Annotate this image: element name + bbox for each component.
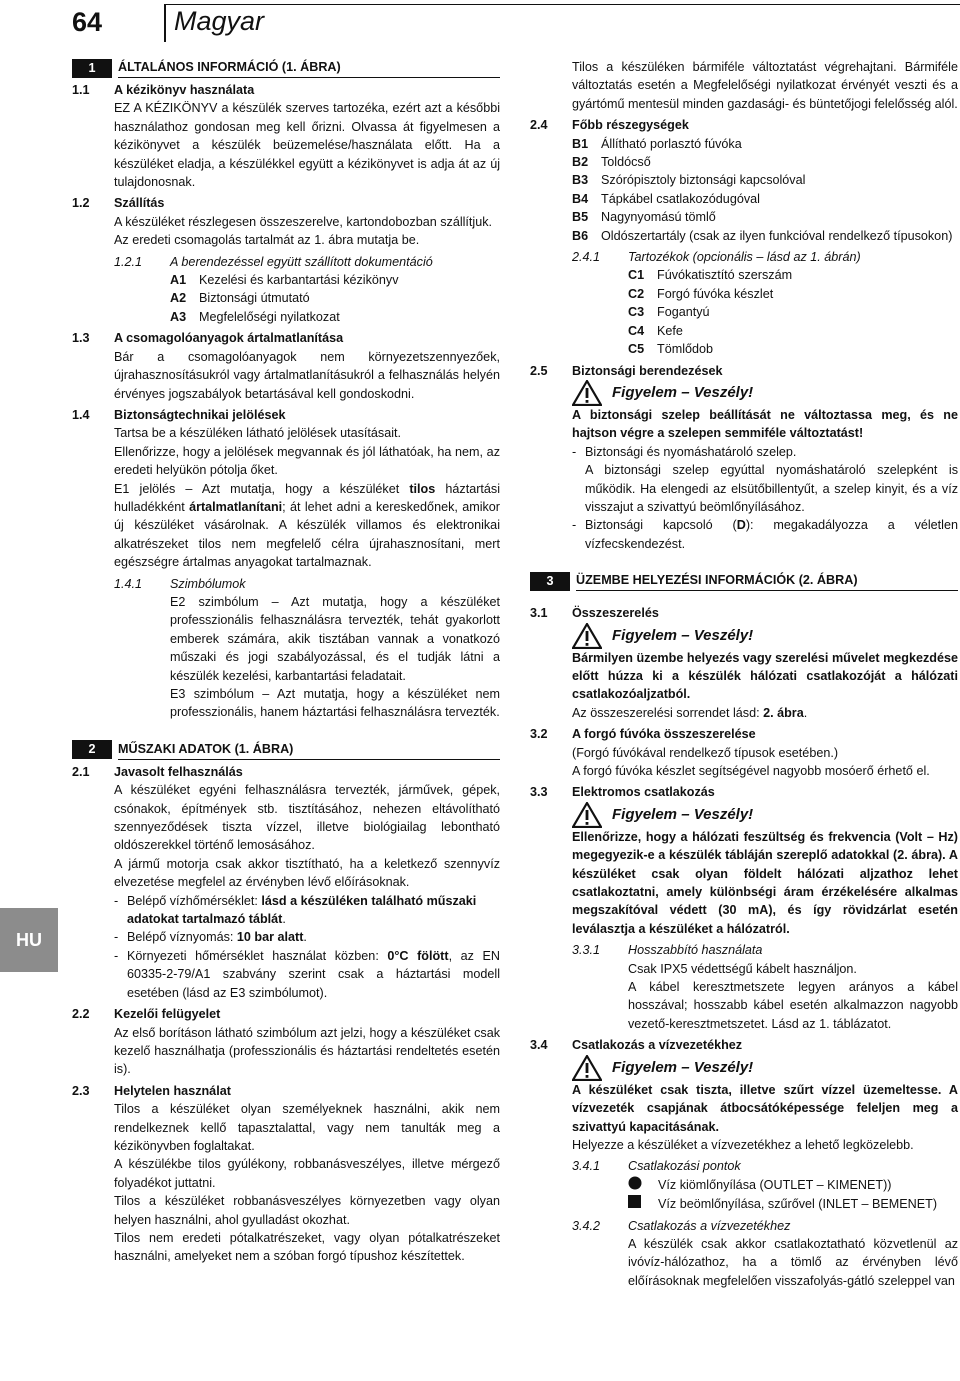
heading-2-4-1: 2.4.1 Tartozékok (opcionális – lásd az 1. ábrán): [572, 250, 861, 265]
filled-square-icon: [628, 1195, 641, 1208]
warning-block: [572, 380, 958, 443]
section-3-heading: [530, 571, 958, 591]
list-item: - Biztonsági kapcsoló (D): megakadályozza a véletlen vízfecskendezést.: [572, 518, 958, 551]
list-item: C3 Fogantyú: [628, 305, 710, 320]
warning-triangle-icon: [572, 623, 602, 649]
heading-2-2: 2.2 Kezelői felügyelet: [72, 1007, 221, 1022]
paragraph: A készüléket egyéni felhasználásra tervezték, járművek, gépek, csónakok, építmények stb. tisztításához, nehezen eltávolítható szennyeződések tiszta vízzel, illetve biológiailag lebontható oldószerekkel történő lemosásához.: [114, 783, 500, 853]
paragraph: E1 jelölés – Azt mutatja, hogy a készüléket tilos háztartási hulladékként ártalmatlanítani; át lehet adni a kereskedőnek, amikor új készüléket vásárolnak. A készülék villamos és elektronikai alkatrészeket tilos nem megfelelő célra újrahasznosítani, mert egészségre ártalmas anyagokat tartalmaznak.: [114, 481, 500, 570]
paragraph: E2 szimbólum – Azt mutatja, hogy a készüléket professzionális felhasználásra tervezték, tehát gyakorlott emberek számára, akik tisztában vannak a vonatkozó műszaki és jogi szabályozással, és el tudják látni a készülék kezelési, karbantartási feladatait.: [170, 594, 500, 683]
list-item: B4 Tápkábel csatlakozódugóval: [572, 191, 760, 206]
heading-3-3: 3.3 Elektromos csatlakozás: [530, 785, 715, 800]
warning-block: [572, 1055, 958, 1136]
heading-3-4-1: 3.4.1 Csatlakozási pontok: [572, 1159, 741, 1174]
paragraph: Tartsa be a készüléken látható jelölések utasításait.: [114, 426, 402, 441]
paragraph: Tilos a készüléken bármiféle változtatást végrehajtani. Bármiféle változtatás esetén a Megfelelőségi nyilatkozat érvényét veszti és a gyártómű mentesül minden gazdasági- és büntetőjogi felelősség alól.: [572, 60, 958, 111]
paragraph: Az eredeti csomagolás tartalmát az 1. ábra mutatja be.: [114, 233, 420, 248]
heading-3-4-2: 3.4.2 Csatlakozás a vízvezetékhez: [572, 1218, 791, 1233]
paragraph: A forgó fúvóka készlet segítségével nagyobb mosóerő érhető el.: [572, 764, 930, 778]
list-item: - Belépő vízhőmérséklet: lásd a készüléken található műszaki adatokat tartalmazó táblát.: [114, 893, 477, 927]
heading-2-4: 2.4 Főbb részegységek: [530, 118, 689, 133]
header-top-rule: [164, 4, 960, 5]
list-item: B5 Nagynyomású tömlő: [572, 210, 716, 225]
paragraph: Helyezze a készüléket a vízvezetékhez a lehető legközelebb.: [572, 1137, 914, 1152]
heading-3-2: 3.2 A forgó fúvóka összeszerelése: [530, 727, 756, 742]
paragraph: Tilos a készüléket olyan személyeknek használni, akik nem rendelkeznek kellő tapasztalattal, vagy nem tanulták meg a kézikönyvben foglaltakat.: [114, 1102, 500, 1153]
paragraph: A jármű motorja csak akkor tisztítható, ha a keletkező szennyvíz elvezetése megfelel az érvényben lévő előírásoknak.: [114, 856, 500, 890]
paragraph: Bár a csomagolóanyagok nem környezetszennyezőek, újrahasznosításukról vagy ártalmatlanításukról a felhasználás helyén érvényes jogszabályok betartásával kell gondoskodni.: [114, 349, 500, 401]
paragraph: (Forgó fúvókával rendelkező típusok esetében.): [572, 745, 839, 760]
section-title: ÁLTALÁNOS INFORMÁCIÓ (1. ÁBRA): [118, 58, 500, 78]
heading-2-1: 2.1 Javasolt felhasználás: [72, 764, 243, 779]
list-item: A1 Kezelési és karbantartási kézikönyv: [170, 273, 399, 288]
right-column: [530, 58, 958, 1290]
header-divider: [164, 4, 166, 42]
warning-triangle-icon: [572, 1055, 602, 1081]
spec-list: [114, 892, 500, 1002]
list-item: - Környezeti hőmérséklet használat közben: 0°C fölött, az EN 60335-2-79/A1 szabvány szerint csak a háztartási modell esetében (lásd az E3 szimbólumot).: [114, 948, 500, 1000]
list-item: C1 Fúvókatisztító szerszám: [628, 268, 793, 283]
section-title: MŰSZAKI ADATOK (1. ÁBRA): [118, 740, 500, 760]
warning-block: [572, 623, 958, 704]
paragraph: Tilos nem eredeti pótalkatrészeket, vagy olyan pótalkatrészeket használni, amelyeket nem a szóban forgó típushoz készítettek.: [114, 1230, 500, 1264]
paragraph: Csak IPX5 védettségű kábelt használjon.: [628, 961, 857, 976]
warning-triangle-icon: [572, 802, 602, 828]
heading-2-3: 2.3 Helytelen használat: [72, 1083, 231, 1098]
paragraph: A kábel keresztmetszete legyen arányos a kábel hosszával; hosszabb kábel esetén alkalmazzon nagyobb vezető-keresztmetszetet. Lásd az 1. táblázatot.: [628, 980, 958, 1031]
section-number-box: 1: [72, 59, 112, 78]
section-2-heading: [72, 740, 500, 760]
connection-points: [628, 1176, 958, 1214]
paragraph: A készülék csak akkor csatlakoztatható közvetlenül az ivóvíz-hálózathoz, ha a tömlő az érvényben lévő előírásoknak megfelelően visszafolyás-gátló szeleppel van: [628, 1236, 958, 1288]
list-item: C4 Kefe: [628, 323, 683, 338]
warning-block: [572, 802, 958, 938]
list-item: B1 Állítható porlasztó fúvóka: [572, 136, 742, 151]
warning-text: Ellenőrizze, hogy a hálózati feszültség és frekvencia (Volt – Hz) megegyezik-e a készülék tábláján szereplő adatokkal (2. ábra). A készüléket csak olyan földelt hálózati aljzathoz lehet csatlakoztatni, amely különbségi áram érzékelésére alkalmas megszakítóval védett (30 mA), és így rövidzárlat esetén leválasztja a készüléket a hálózatról.: [572, 829, 958, 936]
paragraph: EZ A KÉZIKÖNYV a készülék szerves tartozéka, ezért azt a későbbi használathoz gondosan meg kell őrizni. Olvassa át figyelmesen a kézikönyvet a készülék beüzemelése/használata előtt. Ha a készüléket eladja, a készülékkel együtt a kézikönyvet is adja át az új tulajdonosnak.: [114, 101, 500, 190]
heading-1-1: 1.1 A kézikönyv használata: [72, 83, 255, 97]
warning-text: A készüléket csak tiszta, illetve szűrt vízzel üzemeltesse. A vízvezeték csapjának átbocsátóképessége feleljen meg a szivattyú kapacitásának.: [572, 1082, 958, 1134]
doc-list: [170, 271, 500, 326]
heading-3-3-1: 3.3.1 Hosszabbító használata: [572, 943, 763, 958]
paragraph: Tilos a készüléket robbanásveszélyes környezetben vagy olyan helyen használni, ahol gyulladást okozhat.: [114, 1194, 500, 1227]
list-item: C2 Forgó fúvóka készlet: [628, 286, 774, 301]
list-item: A3 Megfelelőségi nyilatkozat: [170, 309, 340, 324]
list-item: B3 Szórópisztoly biztonsági kapcsolóval: [572, 173, 806, 188]
warning-heading: Figyelem – Veszély!: [612, 1059, 754, 1077]
warning-heading: Figyelem – Veszély!: [612, 384, 754, 402]
left-column: [72, 58, 500, 1266]
heading-2-5: 2.5 Biztonsági berendezések: [530, 363, 723, 378]
warning-text: A biztonsági szelep beállítását ne változtassa meg, és ne hajtson végre a szelepen semmiféle változtatást!: [572, 407, 958, 441]
paragraph: Ellenőrizze, hogy a jelölések megvannak és jól láthatóak, ha nem, az eredeti helyükön pótolja őket.: [114, 444, 500, 478]
section-number-box: 2: [72, 740, 112, 759]
paragraph: A biztonsági szelep egyúttal nyomáshatároló szelepként is működik. Ha elengedi az elsütőbillentyűt, a szelep kinyit, és a víz visszajut a szivattyú beömlőnyílásához.: [585, 463, 958, 514]
page-language: Magyar: [174, 6, 265, 36]
section-number-box: 3: [530, 572, 570, 591]
heading-3-1: 3.1 Összeszerelés: [530, 606, 659, 621]
list-item: C5 Tömlődob: [628, 342, 714, 357]
heading-1-2-1: 1.2.1 A berendezéssel együtt szállított dokumentáció: [114, 254, 433, 269]
accessories-list: [628, 266, 958, 358]
heading-1-4-1: 1.4.1 Szimbólumok: [114, 576, 246, 591]
list-item: B2 Toldócső: [572, 155, 651, 170]
paragraph: Az összeszerelési sorrendet lásd: 2. ábra.: [572, 705, 808, 720]
list-item: Víz kiömlőnyílása (OUTLET – KIMENET)): [628, 1176, 958, 1195]
list-item: Víz beömlőnyílása, szűrővel (INLET – BEMENET): [628, 1195, 958, 1213]
paragraph: A készüléket részlegesen összeszerelve, kartondobozban szállítjuk.: [114, 214, 493, 229]
warning-triangle-icon: [572, 380, 602, 406]
warning-heading: Figyelem – Veszély!: [612, 627, 754, 645]
list-item: - Biztonsági és nyomáshatároló szelep.: [572, 444, 797, 459]
heading-1-4: 1.4 Biztonságtechnikai jelölések: [72, 407, 286, 422]
paragraph: Az első borításon látható szimbólum azt jelzi, hogy a készüléket csak kezelő használhatja (professzionális és háztartási rendeltetés esetén is).: [114, 1025, 500, 1077]
warning-text: Bármilyen üzembe helyezés vagy szerelési művelet megkezdése előtt húzza ki a készülék hálózati csatlakozóját a hálózati csatlakozóaljzatból.: [572, 650, 958, 702]
language-tab: HU: [0, 908, 58, 972]
page-number: 64: [72, 7, 103, 37]
list-item: - Belépő víznyomás: 10 bar alatt.: [114, 930, 307, 945]
paragraph: E3 szimbólum – Azt mutatja, hogy a készüléket nem professzionális, hanem háztartási felhasználásra tervezték.: [170, 687, 500, 720]
list-item: A2 Biztonsági útmutató: [170, 291, 310, 306]
heading-1-3: 1.3 A csomagolóanyagok ártalmatlanítása: [72, 331, 344, 346]
section-title: ÜZEMBE HELYEZÉSI INFORMÁCIÓK (2. ÁBRA): [576, 571, 958, 591]
list-item: B6 Oldószertartály (csak az ilyen funkcióval rendelkező típusokon): [572, 228, 953, 243]
safety-list: [572, 443, 958, 553]
heading-3-4: 3.4 Csatlakozás a vízvezetékhez: [530, 1038, 743, 1053]
section-1-heading: [72, 58, 500, 78]
parts-list: [572, 135, 958, 245]
heading-1-2: 1.2 Szállítás: [72, 196, 165, 211]
paragraph: A készülékbe tilos gyúlékony, robbanásveszélyes, illetve mérgező folyadékot juttatni.: [114, 1157, 500, 1190]
warning-heading: Figyelem – Veszély!: [612, 806, 754, 824]
filled-circle-icon: [628, 1176, 642, 1190]
